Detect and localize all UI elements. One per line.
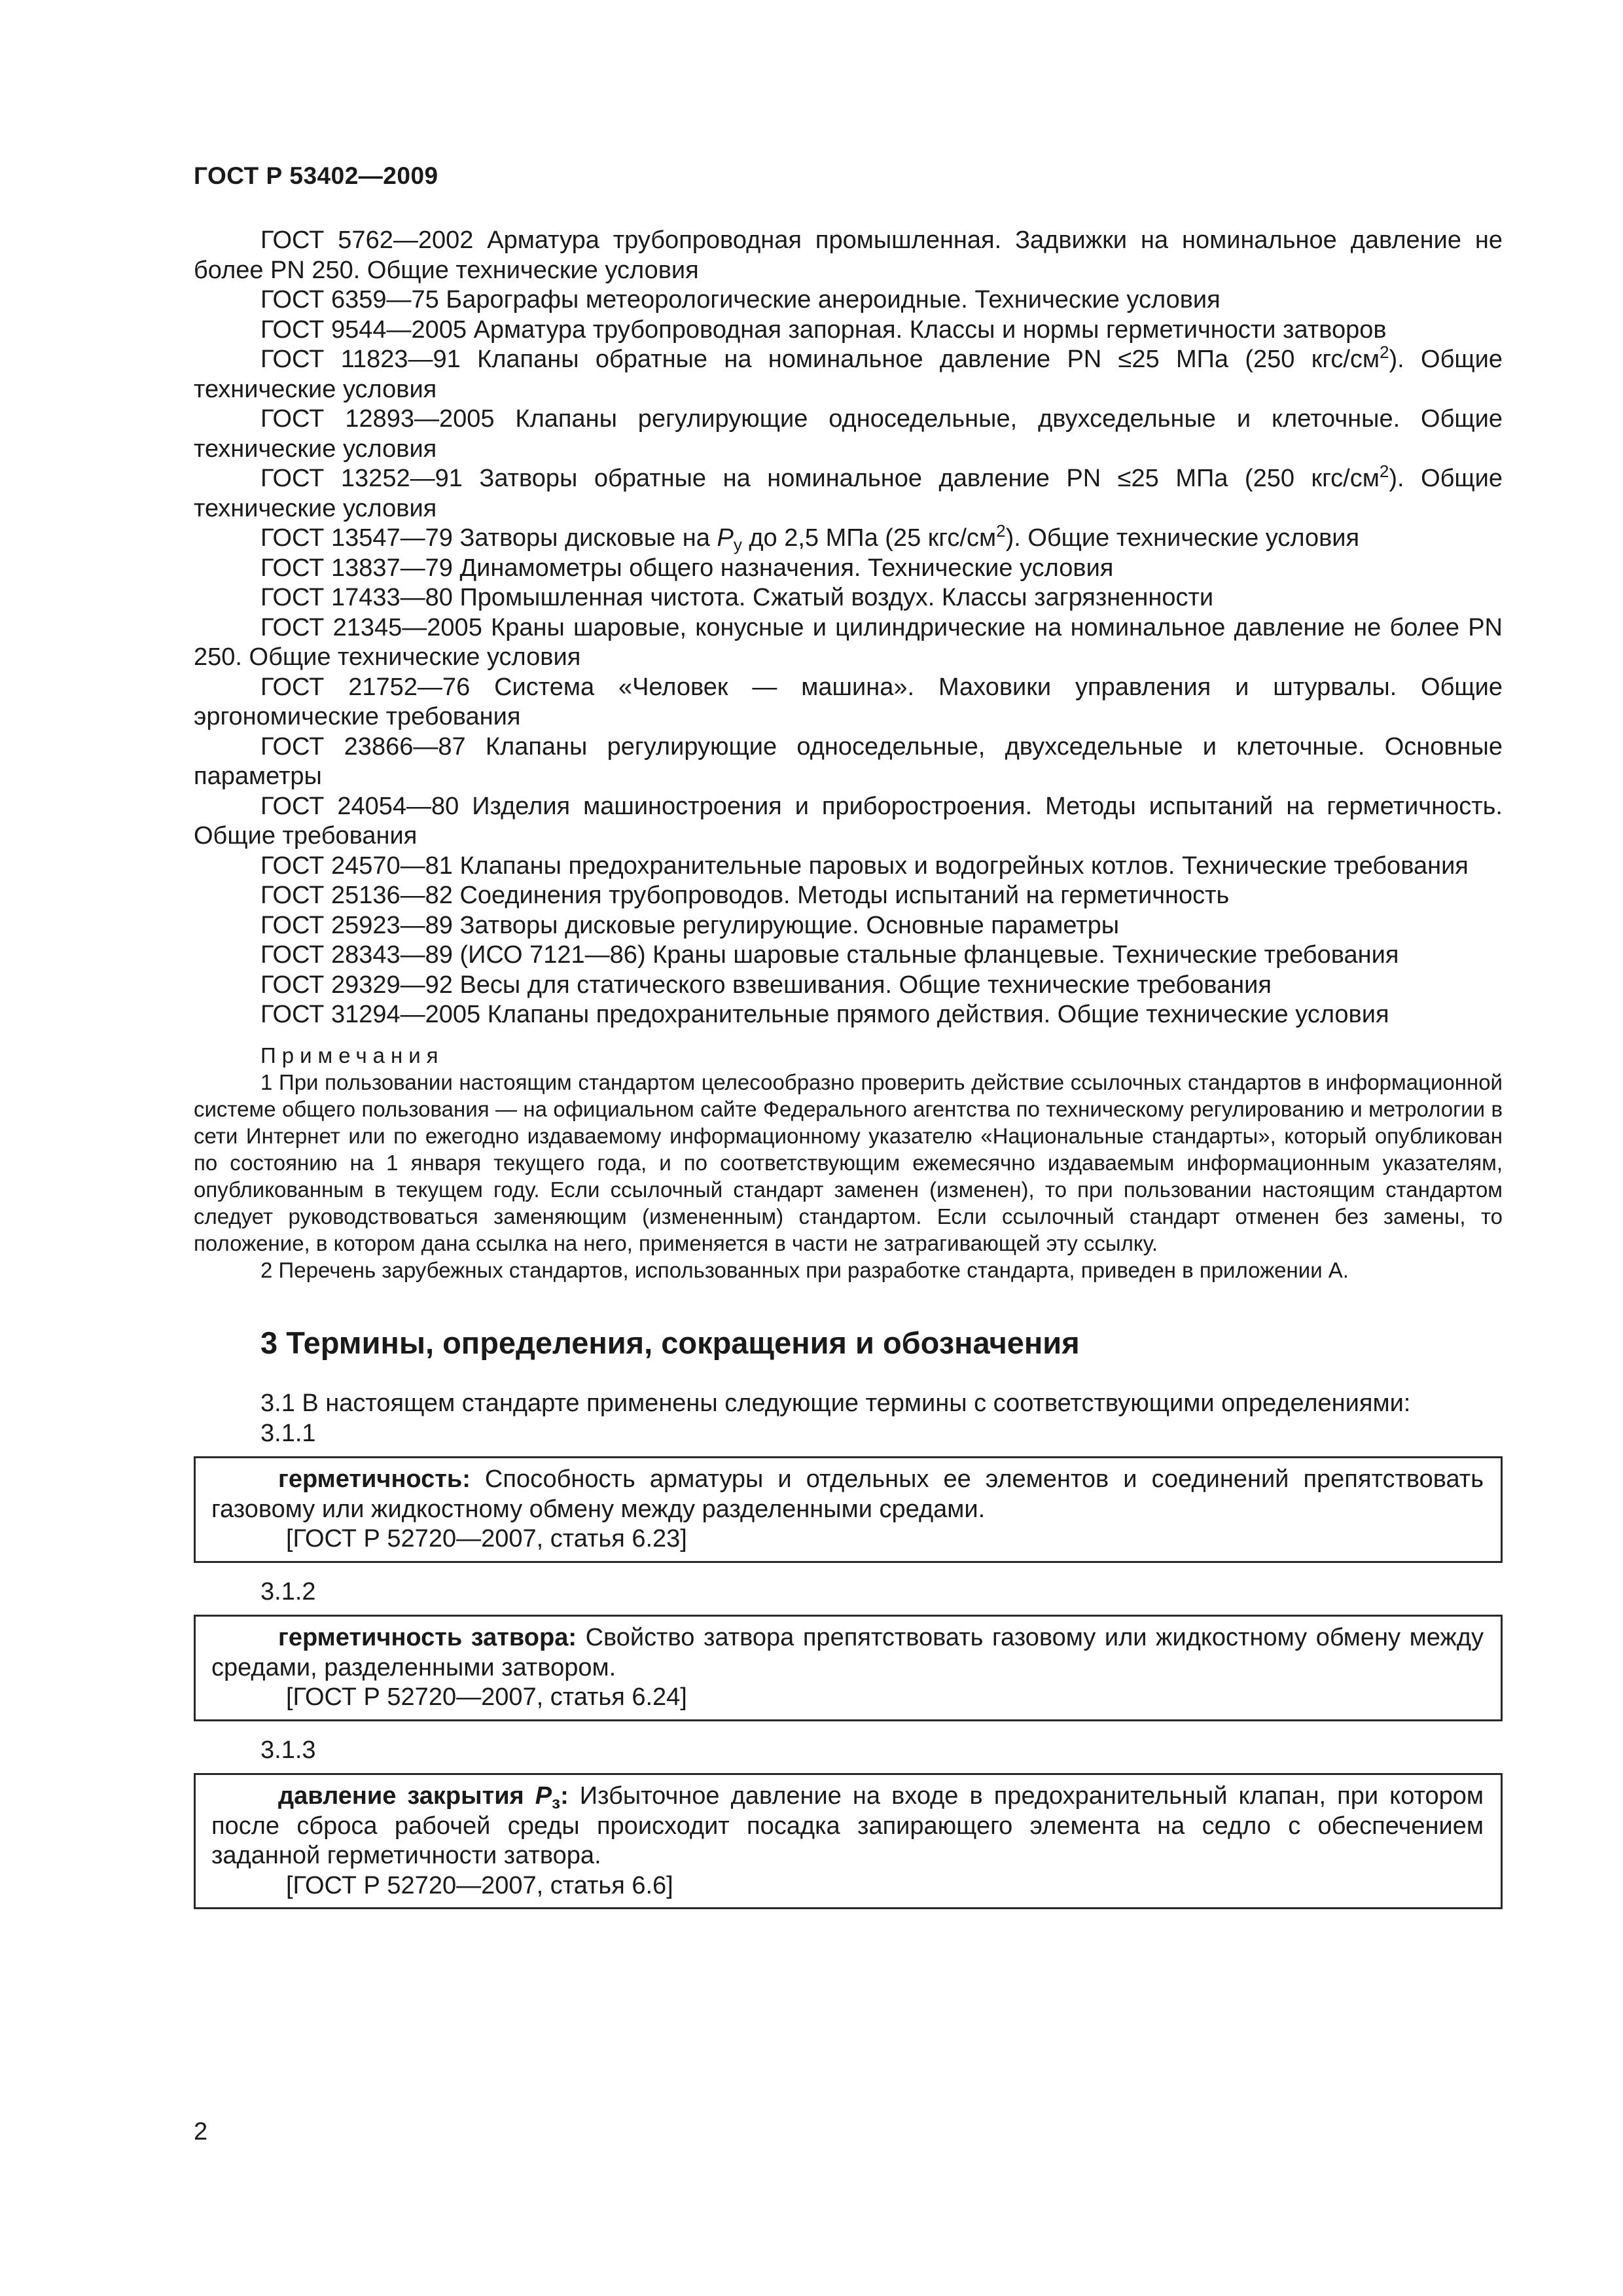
reference-item: ГОСТ 29329—92 Весы для статического взвешивания. Общие технические требования (260, 971, 1272, 999)
reference-item: ГОСТ 31294—2005 Клапаны предохранительные прямого действия. Общие технические условия (260, 1001, 1389, 1028)
term-name: герметичность: (278, 1465, 471, 1493)
reference-item (194, 521, 1503, 554)
reference-item (194, 461, 1503, 524)
notes-block (194, 1042, 1503, 1283)
reference-text: ). Общие технические условия (1005, 524, 1360, 552)
term-number: 3.1.1 (260, 1419, 316, 1447)
reference-item: ГОСТ 25923—89 Затворы дисковые регулирующие. Основные параметры (260, 911, 1120, 939)
reference-item (194, 342, 1503, 404)
superscript: 2 (1379, 461, 1389, 481)
section-intro: 3.1 В настоящем стандарте применены следующие термины с соответствующими определениями: (260, 1390, 1411, 1417)
term-number: 3.1.3 (260, 1736, 316, 1764)
term-box (194, 1615, 1503, 1721)
reference-item: ГОСТ 24054—80 Изделия машиностроения и приборостроения. Методы испытаний на герметичность. Общие требования (194, 792, 1503, 850)
term-name: герметичность затвора: (278, 1624, 577, 1651)
reference-item: ГОСТ 6359—75 Барографы метеорологические анероидные. Технические условия (260, 286, 1221, 314)
reference-item: ГОСТ 28343—89 (ИСО 7121—86) Краны шаровые стальные фланцевые. Технические требования (260, 941, 1399, 969)
reference-item: ГОСТ 21752—76 Система «Человек — машина». Маховики управления и штурвалы. Общие эргономические требования (194, 673, 1503, 730)
term-colon: : (560, 1782, 569, 1810)
reference-text: ). Общие технические условия (194, 465, 1503, 522)
reference-text: ГОСТ 13252—91 Затворы обратные на номинальное давление PN ≤25 МПа (250 кгс/см (260, 465, 1380, 492)
reference-item: ГОСТ 5762—2002 Арматура трубопроводная промышленная. Задвижки на номинальное давление не более PN 250. Общие технические условия (194, 226, 1503, 284)
pressure-symbol: P (535, 1782, 552, 1810)
reference-item: ГОСТ 25136—82 Соединения трубопроводов. Методы испытаний на герметичность (260, 882, 1230, 909)
reference-item: ГОСТ 12893—2005 Клапаны регулирующие односедельные, двухседельные и клеточные. Общие технические условия (194, 405, 1503, 463)
subscript: з (552, 1793, 561, 1812)
normative-references-list (194, 226, 1503, 1030)
page-content (194, 226, 1503, 1917)
reference-text: ). Общие технические условия (194, 346, 1503, 403)
note-item: 2 Перечень зарубежных стандартов, использованных при разработке стандарта, приведен в приложении А. (260, 1257, 1349, 1282)
reference-text: ГОСТ 13547—79 Затворы дисковые на (260, 524, 717, 552)
reference-text: ГОСТ 11823—91 Клапаны обратные на номинальное давление PN ≤25 МПа (250 кгс/см (260, 346, 1380, 373)
term-definition (211, 1782, 1484, 1871)
definition-text: Свойство затвора препятствовать газовому или жидкостному обмену между средами, разделенными затвором. (211, 1624, 1484, 1681)
reference-item: ГОСТ 17433—80 Промышленная чистота. Сжатый воздух. Классы загрязненности (260, 584, 1214, 611)
superscript: 2 (996, 521, 1006, 541)
term-definition (211, 1623, 1484, 1683)
subscript: у (733, 535, 742, 554)
term-definition (211, 1465, 1484, 1524)
page-number: 2 (194, 2118, 208, 2145)
reference-item: ГОСТ 13837—79 Динамометры общего назначения. Технические условия (260, 554, 1114, 582)
term-box (194, 1456, 1503, 1563)
document-code-header: ГОСТ Р 53402—2009 (194, 162, 438, 189)
notes-title: Примечания (260, 1043, 444, 1067)
reference-item: ГОСТ 21345—2005 Краны шаровые, конусные и цилиндрические на номинальное давление не более PN 250. Общие технические условия (194, 613, 1503, 671)
definition-text: Способность арматуры и отдельных ее элементов и соединений препятствовать газовому или жидкостному обмену между разделенными средами. (211, 1465, 1484, 1523)
section-title: 3 Термины, определения, сокращения и обозначения (260, 1325, 1080, 1360)
reference-item: ГОСТ 24570—81 Клапаны предохранительные паровых и водогрейных котлов. Технические требования (260, 852, 1469, 880)
term-number: 3.1.2 (260, 1577, 316, 1605)
pressure-symbol: P (717, 524, 734, 552)
term-source: [ГОСТ Р 52720—2007, статья 6.24] (286, 1683, 687, 1711)
reference-item: ГОСТ 9544—2005 Арматура трубопроводная запорная. Классы и нормы герметичности затворов (260, 315, 1387, 344)
note-item: 1 При пользовании настоящим стандартом целесообразно проверить действие ссылочных стандартов в информационной системе общего пользования — на официальном сайте Федерального агентства по техническому регулированию и метрологии в сети Интернет или по ежегодно издаваемому информационному указателю «Национальные стандарты», который опубликован по состоянию на 1 января текущего года, и по соответствующим ежемесячно издаваемым информационным указателям, опубликованным в текущем году. Если ссылочный стандарт заменен (изменен), то при пользовании настоящим стандартом следует руководствоваться заменяющим (измененным) стандартом. Если ссылочный стандарт отменен без замены, то положение, в котором дана ссылка на него, применяется в части не затрагивающей эту ссылку. (194, 1069, 1503, 1255)
reference-text: до 2,5 МПа (25 кгс/см (741, 524, 997, 552)
term-source: [ГОСТ Р 52720—2007, статья 6.23] (286, 1525, 687, 1552)
term-name: давление закрытия (278, 1782, 535, 1810)
superscript: 2 (1380, 342, 1389, 362)
term-box (194, 1773, 1503, 1909)
term-source: [ГОСТ Р 52720—2007, статья 6.6] (286, 1871, 673, 1899)
definition-text: Избыточное давление на входе в предохранительный клапан, при котором после сброса рабочей среды происходит посадка запирающего элемента на седло с обеспечением заданной герметичности затвора. (211, 1782, 1484, 1869)
reference-item: ГОСТ 23866—87 Клапаны регулирующие односедельные, двухседельные и клеточные. Основные параметры (194, 732, 1503, 790)
